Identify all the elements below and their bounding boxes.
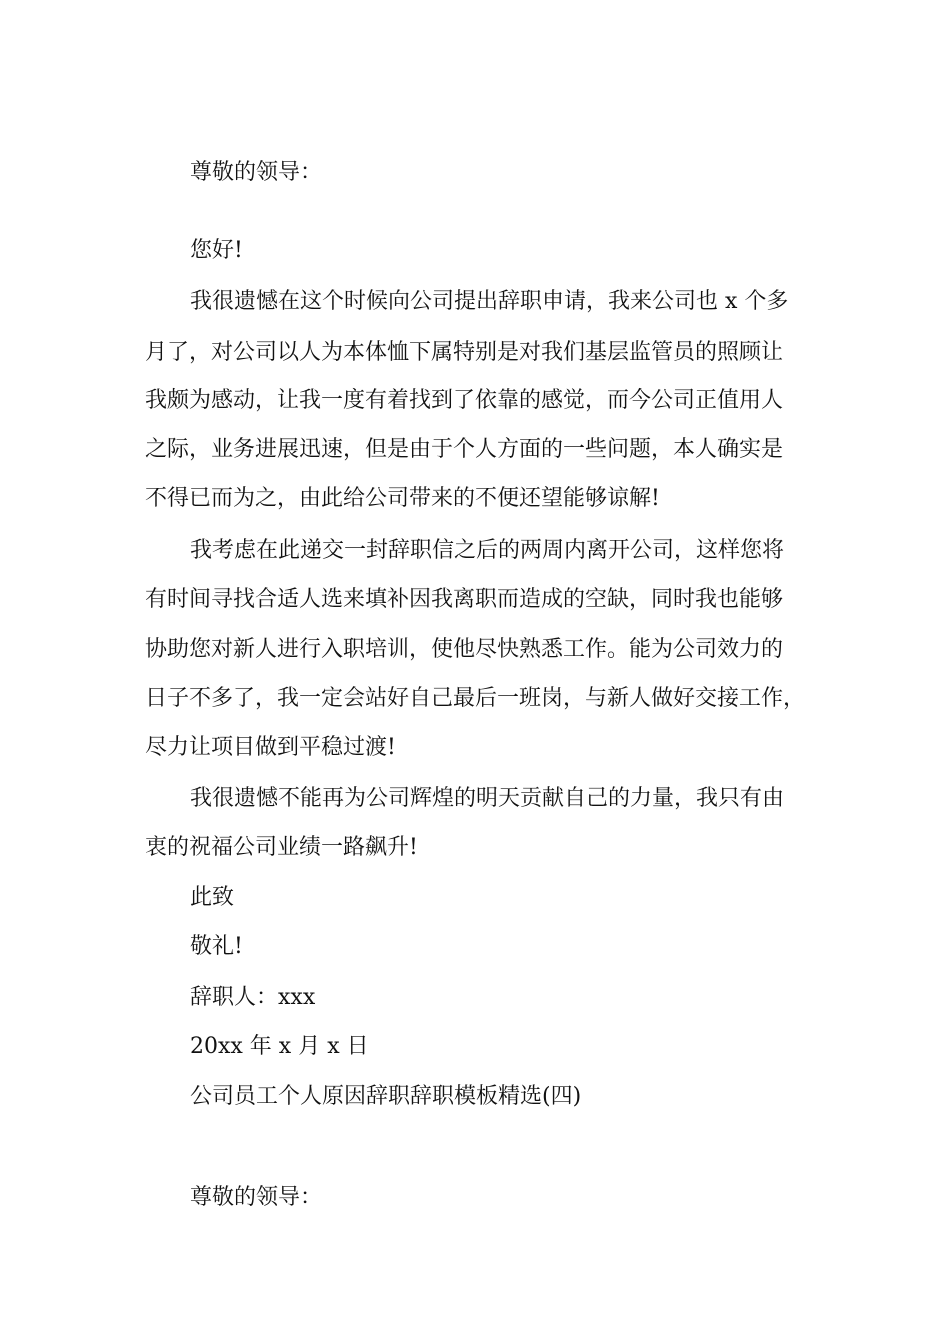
date: 20xx 年 x 月 x 日 (190, 1034, 369, 1059)
section-title: 公司员工个人原因辞职辞职模板精选(四) (190, 1084, 582, 1109)
paragraph-3-line-1: 我很遗憾不能再为公司辉煌的明天贡献自己的力量，我只有由 (190, 786, 785, 811)
paragraph-2-line-1: 我考虑在此递交一封辞职信之后的两周内离开公司，这样您将 (190, 538, 785, 563)
paragraph-2-line-2: 有时间寻找合适人选来填补因我离职而造成的空缺，同时我也能够 (145, 587, 784, 612)
paragraph-3-line-2: 衷的祝福公司业绩一路飙升! (145, 835, 418, 860)
salutation: 尊敬的领导： (190, 160, 323, 185)
closing-jingli: 敬礼! (190, 934, 243, 959)
paragraph-1-line-5: 不得已而为之，由此给公司带来的不便还望能够谅解! (145, 486, 660, 511)
greeting: 您好! (190, 238, 243, 263)
paragraph-1-line-1: 我很遗憾在这个时候向公司提出辞职申请，我来公司也 x 个多 (190, 289, 789, 314)
paragraph-1-line-2: 月了，对公司以人为本体恤下属特别是对我们基层监管员的照顾让 (145, 340, 784, 365)
paragraph-2-line-5: 尽力让项目做到平稳过渡! (145, 735, 396, 760)
paragraph-1-line-3: 我颇为感动，让我一度有着找到了依靠的感觉，而今公司正值用人 (145, 388, 784, 413)
paragraph-1-line-4: 之际，业务进展迅速，但是由于个人方面的一些问题，本人确实是 (145, 437, 784, 462)
closing-cizhi: 此致 (190, 885, 235, 910)
salutation-2: 尊敬的领导： (190, 1185, 323, 1210)
paragraph-2-line-4: 日子不多了，我一定会站好自己最后一班岗，与新人做好交接工作， (145, 686, 806, 711)
paragraph-2-line-3: 协助您对新人进行入职培训，使他尽快熟悉工作。能为公司效力的 (145, 637, 784, 662)
signer: 辞职人：xxx (190, 985, 316, 1010)
